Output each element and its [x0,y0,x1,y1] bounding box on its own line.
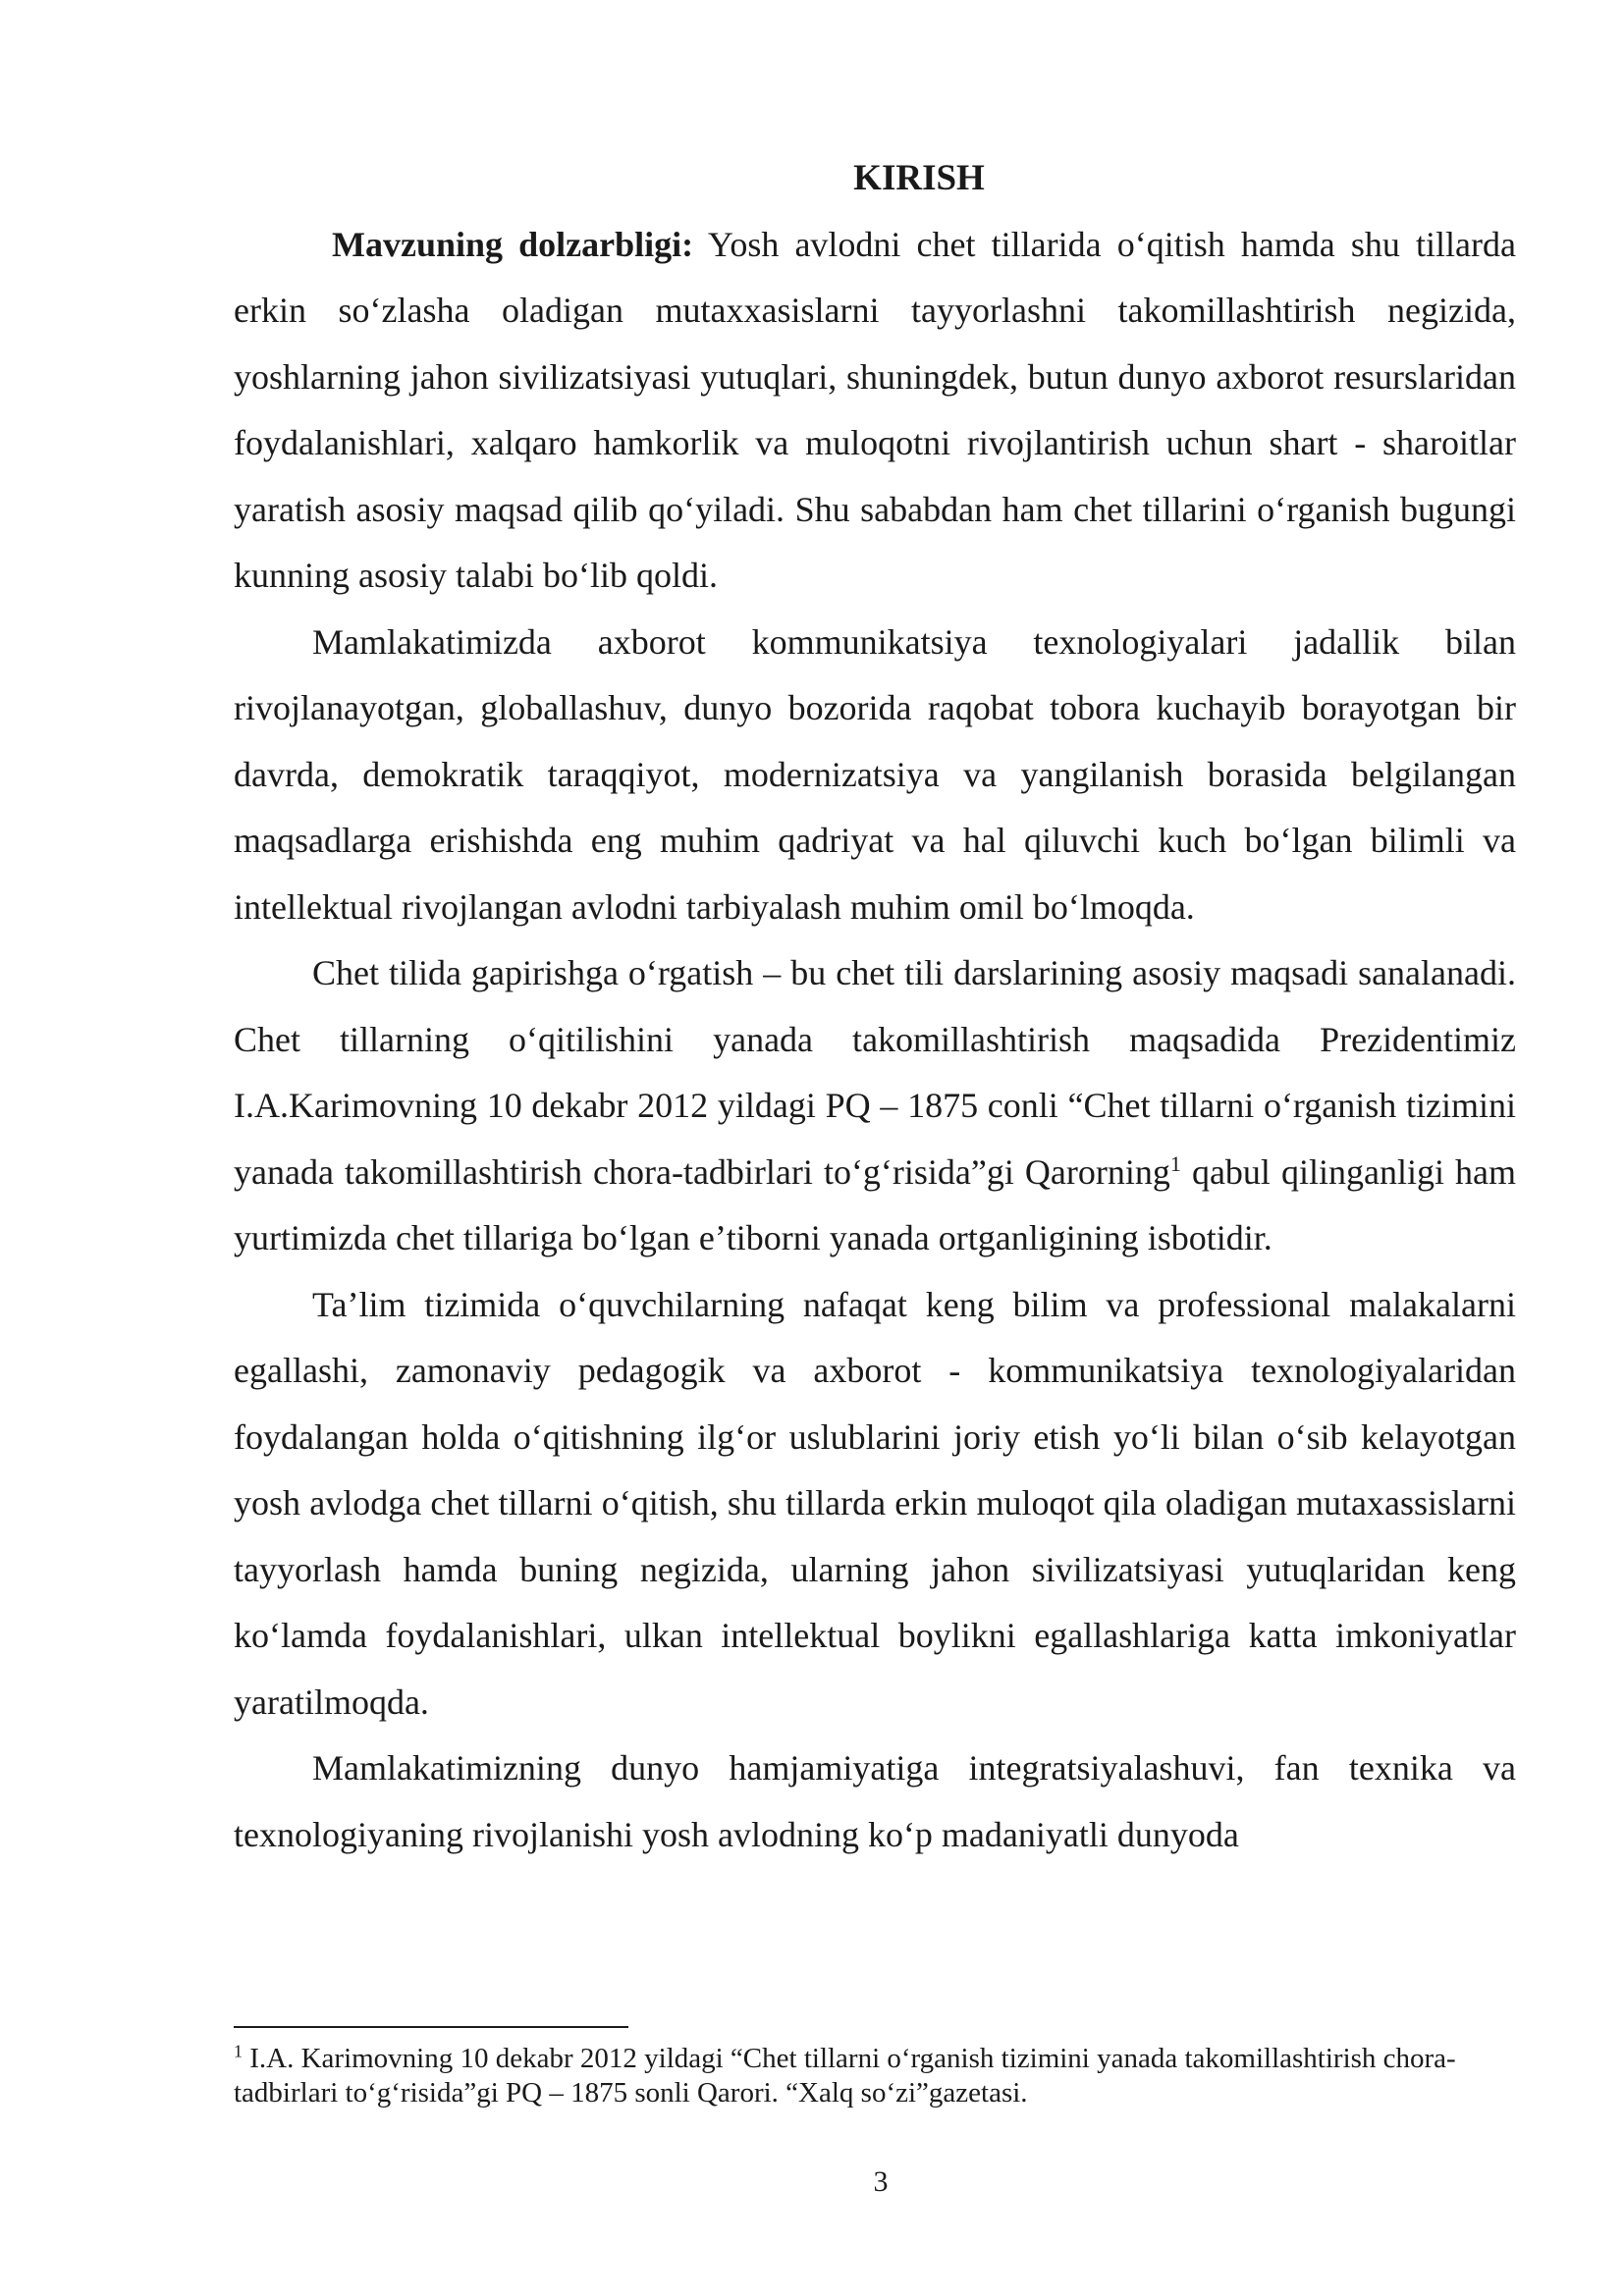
paragraph-3-text-before: Chet tilida gapirishga oʻrgatish – bu chet tili darslarining asosiy maqsadi sanalanadi. Chet tillarning oʻqitilishini yanada takomillashtirish maqsadida Prezidentimiz I.A.Karimovning 10 dekabr 2012 yildagi PQ – 1875 conli “Chet tillarni oʻrganish tizimini yanada takomillashtirish chora-tadbirlari toʻgʻrisida”gi Qarorning [234,953,1516,1192]
footnote [234,2042,1516,2110]
page-body [234,145,1516,1868]
footnote-marker: 1 [234,2041,243,2061]
footnote-separator [234,2026,628,2028]
paragraph-relevance [234,212,1516,610]
page-number: 3 [873,2165,889,2198]
paragraph-2: Mamlakatimizda axborot kommunikatsiya texnologiyalari jadallik bilan rivojlanayotgan, globallashuv, dunyo bozorida raqobat tobora kuchayib borayotgan bir davrda, demokratik taraqqiyot, modernizatsiya va yangilanish borasida belgilangan maqsadlarga erishishda eng muhim qadriyat va hal qiluvchi kuch boʻlgan bilimli va intellektual rivojlangan avlodni tarbiyalash muhim omil boʻlmoqda. [234,621,1516,927]
paragraph-4: Taʼlim tizimida oʻquvchilarning nafaqat keng bilim va professional malakalarni egallashi, zamonaviy pedagogik va axborot - kommunikatsiya texnologiyalaridan foydalangan holda oʻqitishning ilgʻor uslublarini joriy etish yoʻli bilan oʻsib kelayotgan yosh avlodga chet tillarni oʻqitish, shu tillarda erkin muloqot qila oladigan mutaxassislarni tayyorlash hamda buning negizida, ularning jahon sivilizatsiyasi yutuqlaridan keng koʻlamda foydalanishlari, ulkan intellektual boylikni egallashlariga katta imkoniyatlar yaratilmoqda. [234,1284,1516,1722]
page-title: KIRISH [853,158,985,198]
footnote-reference[interactable]: 1 [1169,1150,1181,1176]
paragraph-5: Mamlakatimizning dunyo hamjamiyatiga integratsiyalashuvi, fan texnika va texnologiyaning rivojlanishi yosh avlodning koʻp madaniyatli dunyoda [234,1748,1516,1854]
paragraph-3 [234,940,1516,1272]
footnote-text: I.A. Karimovning 10 dekabr 2012 yildagi “Chet tillarni oʻrganish tizimini yanada takomillashtirish chora-tadbirlari toʻgʻrisida”gi PQ – 1875 sonli Qarori. “Xalq soʻzi”gazetasi. [234,2043,1456,2109]
relevance-text: Yosh avlodni chet tillarida oʻqitish hamda shu tillarda erkin soʻzlasha oladigan mutaxxasislarni tayyorlashni takomillashtirish negizida, yoshlarning jahon sivilizatsiyasi yutuqlari, shuningdek, butun dunyo axborot resurslaridan foydalanishlari, xalqaro hamkorlik va muloqotni rivojlantirish uchun shart - sharoitlar yaratish asosiy maqsad qilib qoʻyiladi. Shu sababdan ham chet tillarini oʻrganish bugungi kunning asosiy talabi boʻlib qoldi. [234,224,1516,595]
paragraph-3-text-after: qabul qilinganligi ham yurtimizda chet tillariga boʻlgan eʼtiborni yanada ortganligining isbotidir. [234,1151,1517,1257]
relevance-heading: Mavzuning dolzarbligi: [332,224,694,264]
